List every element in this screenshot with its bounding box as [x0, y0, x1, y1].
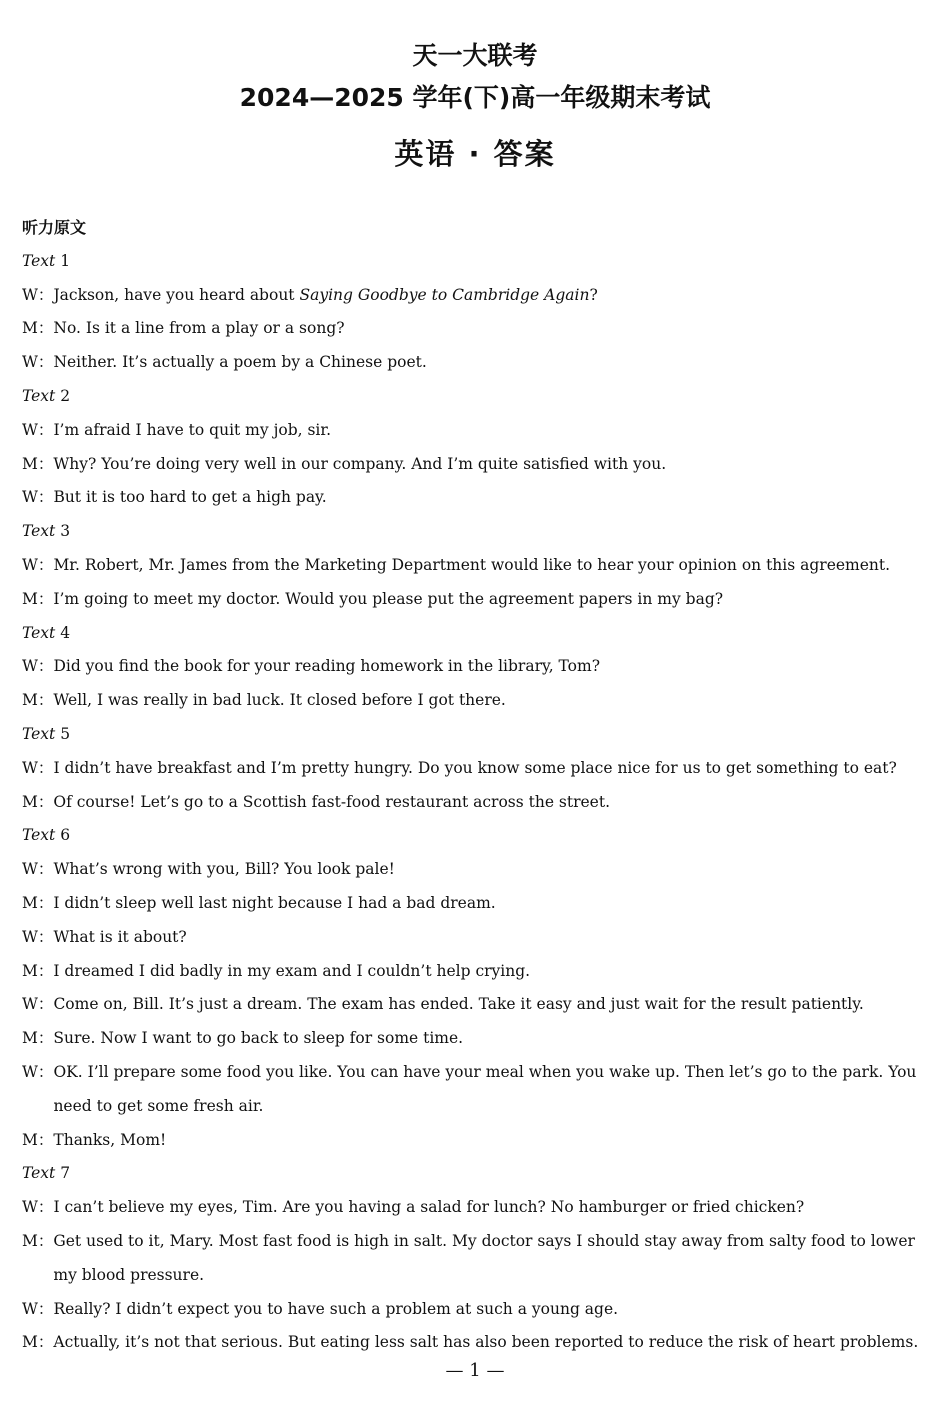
- text-heading: [22, 515, 932, 549]
- speaker-label: W：: [22, 353, 54, 372]
- speaker-label: M：: [22, 589, 54, 608]
- dialogue-line: [22, 312, 932, 346]
- dialogue-line: [22, 786, 932, 820]
- text-heading: [22, 1157, 932, 1191]
- utterance-text: I’m going to meet my doctor. Would you please put the agreement papers in my bag?: [53, 589, 724, 608]
- subject-title: 英语 · 答案: [394, 137, 556, 171]
- utterance-text: Mr. Robert, Mr. James from the Marketing Department would like to hear your opinion on this agreement.: [53, 555, 891, 574]
- poem-title: Saying Goodbye to Cambridge Again: [299, 285, 590, 304]
- dialogue-line: [22, 1225, 932, 1293]
- speaker-label: M：: [22, 961, 54, 980]
- utterance-text-part: ?: [589, 285, 598, 304]
- utterance-text: I dreamed I did badly in my exam and I couldn’t help crying.: [53, 961, 531, 980]
- utterance-text: OK. I’ll prepare some food you like. You can have your meal when you wake up. Then let’s go to the park. You need to get some fresh air.: [53, 1062, 917, 1115]
- dialogue-line: [22, 887, 932, 921]
- text-heading: [22, 819, 932, 853]
- text-heading: [22, 617, 932, 651]
- dialogue-line: [22, 853, 932, 887]
- text-heading-label: Text: [22, 251, 56, 270]
- speaker-label: M：: [22, 1231, 54, 1250]
- speaker-label: W：: [22, 555, 54, 574]
- speaker-label: M：: [22, 454, 54, 473]
- document-header: [0, 38, 950, 174]
- text-heading-number: 7: [55, 1164, 71, 1183]
- dialogue-line: [22, 448, 932, 482]
- utterance-text: Get used to it, Mary. Most fast food is high in salt. My doctor says I should stay away from salty food to lower my blood pressure.: [53, 1231, 915, 1284]
- dialogue-line: [22, 1326, 932, 1360]
- utterance-text: I didn’t sleep well last night because I had a bad dream.: [53, 893, 496, 912]
- text-heading-number: 1: [55, 251, 71, 270]
- speaker-label: M：: [22, 792, 54, 811]
- text-heading-number: 4: [55, 623, 71, 642]
- speaker-label: W：: [22, 758, 54, 777]
- utterance-text: What is it about?: [53, 927, 187, 946]
- dialogue-line: [22, 1124, 932, 1158]
- speaker-label: W：: [22, 488, 54, 507]
- page-number: — 1 —: [445, 1360, 505, 1381]
- dialogue-line: [22, 414, 932, 448]
- text-heading-label: Text: [22, 826, 56, 845]
- dialogue-line: [22, 549, 932, 583]
- text-heading-label: Text: [22, 386, 56, 405]
- utterance-text: I’m afraid I have to quit my job, sir.: [53, 420, 332, 439]
- dialogue-line: [22, 583, 932, 617]
- speaker-label: W：: [22, 1062, 54, 1081]
- utterance-text: What’s wrong with you, Bill? You look pale!: [53, 860, 395, 879]
- dialogue-line: [22, 1056, 932, 1124]
- dialogue-line: [22, 752, 932, 786]
- text-heading-label: Text: [22, 522, 56, 541]
- text-heading: [22, 245, 932, 279]
- speaker-label: W：: [22, 1198, 54, 1217]
- dialogue-line: [22, 921, 932, 955]
- utterance-text: Really? I didn’t expect you to have such a problem at such a young age.: [53, 1299, 619, 1318]
- dialogue-line: [22, 346, 932, 380]
- utterance-text: [53, 279, 932, 313]
- speaker-label: W：: [22, 285, 54, 304]
- utterance-text: Did you find the book for your reading homework in the library, Tom?: [53, 657, 601, 676]
- text-heading-number: 2: [55, 386, 71, 405]
- text-heading: [22, 718, 932, 752]
- text-heading: [22, 380, 932, 414]
- utterance-text: No. Is it a line from a play or a song?: [53, 319, 345, 338]
- utterance-text: Thanks, Mom!: [53, 1130, 167, 1149]
- text-heading-label: Text: [22, 1164, 56, 1183]
- speaker-label: M：: [22, 691, 54, 710]
- utterance-text: I can’t believe my eyes, Tim. Are you having a salad for lunch? No hamburger or fried chicken?: [53, 1198, 805, 1217]
- utterance-text: Sure. Now I want to go back to sleep for some time.: [53, 1029, 464, 1048]
- dialogue-line: [22, 1022, 932, 1056]
- text-heading-label: Text: [22, 623, 56, 642]
- dialogue-line: [22, 481, 932, 515]
- speaker-label: W：: [22, 927, 54, 946]
- exam-title: 2024—2025 学年(下)高一年级期末考试: [239, 83, 711, 112]
- speaker-label: M：: [22, 1333, 54, 1352]
- utterance-text: Neither. It’s actually a poem by a Chinese poet.: [53, 353, 427, 372]
- speaker-label: M：: [22, 1029, 54, 1048]
- dialogue-line: [22, 955, 932, 989]
- dialogue-line: [22, 650, 932, 684]
- dialogue-line: [22, 988, 932, 1022]
- utterance-text: I didn’t have breakfast and I’m pretty hungry. Do you know some place nice for us to get something to eat?: [53, 758, 897, 777]
- utterance-text-part: Jackson, have you heard about: [53, 285, 300, 304]
- utterance-text: Well, I was really in bad luck. It closed before I got there.: [53, 691, 506, 710]
- speaker-label: W：: [22, 420, 54, 439]
- dialogue-line: [22, 684, 932, 718]
- utterance-text: Of course! Let’s go to a Scottish fast-food restaurant across the street.: [53, 792, 611, 811]
- speaker-label: M：: [22, 1130, 54, 1149]
- dialogue-line: [22, 279, 932, 313]
- text-heading-label: Text: [22, 724, 56, 743]
- section-title: 听力原文: [22, 218, 87, 237]
- speaker-label: W：: [22, 657, 54, 676]
- text-heading-number: 6: [55, 826, 71, 845]
- utterance-text: Come on, Bill. It’s just a dream. The exam has ended. Take it easy and just wait for the result patiently.: [53, 995, 864, 1014]
- utterance-text: But it is too hard to get a high pay.: [53, 488, 327, 507]
- utterance-text: Why? You’re doing very well in our company. And I’m quite satisfied with you.: [53, 454, 667, 473]
- transcript-body: [22, 211, 932, 1360]
- text-heading-number: 5: [55, 724, 71, 743]
- speaker-label: M：: [22, 893, 54, 912]
- speaker-label: W：: [22, 860, 54, 879]
- speaker-label: W：: [22, 995, 54, 1014]
- text-heading-number: 3: [55, 522, 71, 541]
- dialogue-line: [22, 1191, 932, 1225]
- speaker-label: W：: [22, 1299, 54, 1318]
- dialogue-line: [22, 1293, 932, 1327]
- utterance-text: Actually, it’s not that serious. But eating less salt has also been reported to reduce the risk of heart problems.: [53, 1333, 919, 1352]
- exam-organizer: 天一大联考: [412, 41, 538, 70]
- speaker-label: M：: [22, 319, 54, 338]
